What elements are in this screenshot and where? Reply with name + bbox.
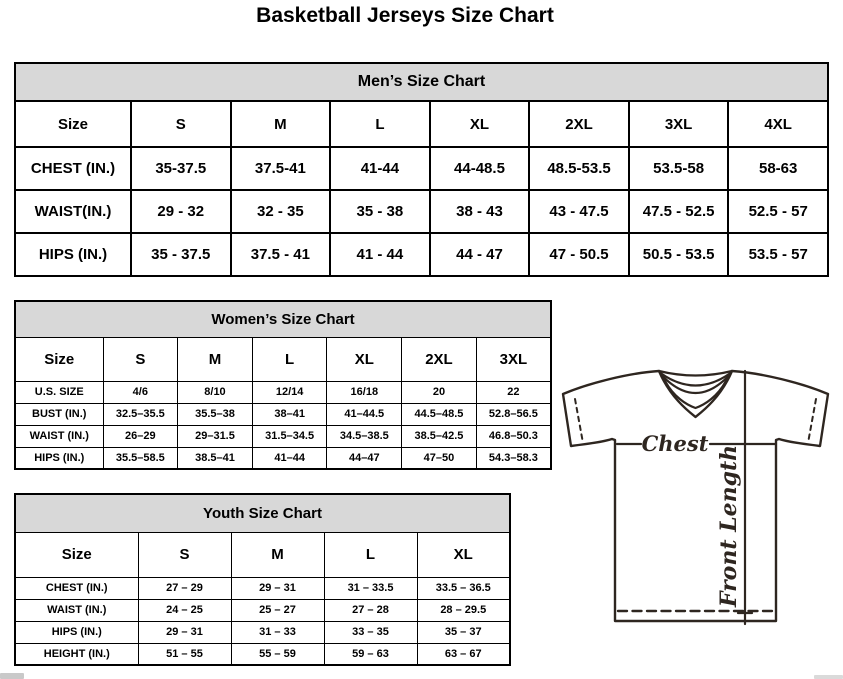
- size-value-cell: 8/10: [178, 381, 253, 403]
- size-value-cell: 4/6: [103, 381, 178, 403]
- size-value-cell: 47 - 50.5: [529, 233, 629, 276]
- size-value-cell: 58-63: [728, 147, 828, 190]
- size-value-cell: 35.5–58.5: [103, 447, 178, 469]
- size-value-cell: 51 – 55: [138, 643, 231, 665]
- size-value-cell: 38.5–41: [178, 447, 253, 469]
- chest-label: Chest: [641, 431, 709, 456]
- size-value-cell: 38–41: [252, 403, 327, 425]
- men-size-chart-table: [14, 62, 829, 277]
- size-value-cell: 55 – 59: [231, 643, 324, 665]
- size-value-cell: 34.5–38.5: [327, 425, 402, 447]
- size-value-cell: 38 - 43: [430, 190, 530, 233]
- size-value-cell: 29 – 31: [231, 577, 324, 599]
- row-label: BUST (IN.): [15, 403, 103, 425]
- table-row: [15, 447, 551, 469]
- table-row: [15, 190, 828, 233]
- front-length-label: Front Length: [716, 444, 742, 608]
- table-title: Women’s Size Chart: [15, 301, 551, 337]
- size-value-cell: 52.8–56.5: [476, 403, 551, 425]
- size-column-header: XL: [430, 101, 530, 147]
- scrollbar-fragment-left[interactable]: [0, 673, 24, 679]
- size-value-cell: 35 - 37.5: [131, 233, 231, 276]
- table-row: [15, 425, 551, 447]
- size-value-cell: 54.3–58.3: [476, 447, 551, 469]
- size-value-cell: 28 – 29.5: [417, 599, 510, 621]
- size-value-cell: 26–29: [103, 425, 178, 447]
- size-value-cell: 41-44: [330, 147, 430, 190]
- row-label: HEIGHT (IN.): [15, 643, 138, 665]
- size-value-cell: 33 – 35: [324, 621, 417, 643]
- table-title: Youth Size Chart: [15, 494, 510, 532]
- size-value-cell: 31 – 33: [231, 621, 324, 643]
- size-value-cell: 44.5–48.5: [402, 403, 477, 425]
- size-value-cell: 24 – 25: [138, 599, 231, 621]
- size-value-cell: 16/18: [327, 381, 402, 403]
- size-value-cell: 53.5 - 57: [728, 233, 828, 276]
- size-column-header: S: [138, 532, 231, 577]
- size-value-cell: 12/14: [252, 381, 327, 403]
- size-value-cell: 33.5 – 36.5: [417, 577, 510, 599]
- size-column-header: 2XL: [402, 337, 477, 381]
- table-row: [15, 233, 828, 276]
- table-row: [15, 381, 551, 403]
- size-value-cell: 35 – 37: [417, 621, 510, 643]
- size-label-header: Size: [15, 337, 103, 381]
- size-column-header: S: [131, 101, 231, 147]
- row-label: U.S. SIZE: [15, 381, 103, 403]
- size-value-cell: 27 – 29: [138, 577, 231, 599]
- table-row: [15, 403, 551, 425]
- size-value-cell: 53.5-58: [629, 147, 729, 190]
- row-label: HIPS (IN.): [15, 233, 131, 276]
- size-value-cell: 31.5–34.5: [252, 425, 327, 447]
- size-value-cell: 44–47: [327, 447, 402, 469]
- size-value-cell: 41–44: [252, 447, 327, 469]
- table-row: [15, 147, 828, 190]
- row-label: CHEST (IN.): [15, 577, 138, 599]
- size-column-header: 3XL: [476, 337, 551, 381]
- size-value-cell: 41–44.5: [327, 403, 402, 425]
- size-value-cell: 29–31.5: [178, 425, 253, 447]
- size-value-cell: 22: [476, 381, 551, 403]
- table-title: Men’s Size Chart: [15, 63, 828, 101]
- row-label: CHEST (IN.): [15, 147, 131, 190]
- size-value-cell: 35 - 38: [330, 190, 430, 233]
- size-value-cell: 35.5–38: [178, 403, 253, 425]
- women-size-chart-table: [14, 300, 552, 470]
- size-value-cell: 43 - 47.5: [529, 190, 629, 233]
- size-value-cell: 27 – 28: [324, 599, 417, 621]
- size-value-cell: 31 – 33.5: [324, 577, 417, 599]
- size-value-cell: 48.5-53.5: [529, 147, 629, 190]
- size-value-cell: 32.5–35.5: [103, 403, 178, 425]
- size-value-cell: 63 – 67: [417, 643, 510, 665]
- jersey-figure: [551, 358, 843, 630]
- size-column-header: 2XL: [529, 101, 629, 147]
- table-row: [15, 643, 510, 665]
- size-column-header: L: [324, 532, 417, 577]
- size-column-header: M: [178, 337, 253, 381]
- size-value-cell: 44 - 47: [430, 233, 530, 276]
- page-title: Basketball Jerseys Size Chart: [256, 4, 554, 27]
- row-label: HIPS (IN.): [15, 621, 138, 643]
- size-column-header: M: [231, 532, 324, 577]
- jersey-diagram: [551, 358, 843, 630]
- row-label: HIPS (IN.): [15, 447, 103, 469]
- youth-size-chart-table: [14, 493, 511, 666]
- size-value-cell: 20: [402, 381, 477, 403]
- size-value-cell: 52.5 - 57: [728, 190, 828, 233]
- size-column-header: 3XL: [629, 101, 729, 147]
- size-column-header: L: [330, 101, 430, 147]
- table-row: [15, 577, 510, 599]
- size-value-cell: 47.5 - 52.5: [629, 190, 729, 233]
- table-row: [15, 621, 510, 643]
- size-value-cell: 50.5 - 53.5: [629, 233, 729, 276]
- size-column-header: XL: [327, 337, 402, 381]
- size-column-header: L: [252, 337, 327, 381]
- size-column-header: S: [103, 337, 178, 381]
- size-column-header: XL: [417, 532, 510, 577]
- scrollbar-fragment-right[interactable]: [814, 675, 843, 679]
- size-value-cell: 46.8–50.3: [476, 425, 551, 447]
- size-value-cell: 29 - 32: [131, 190, 231, 233]
- size-value-cell: 35-37.5: [131, 147, 231, 190]
- size-label-header: Size: [15, 532, 138, 577]
- collar-top-arc: [659, 371, 732, 376]
- size-value-cell: 29 – 31: [138, 621, 231, 643]
- size-column-header: 4XL: [728, 101, 828, 147]
- size-value-cell: 37.5-41: [231, 147, 331, 190]
- size-value-cell: 47–50: [402, 447, 477, 469]
- size-value-cell: 59 – 63: [324, 643, 417, 665]
- size-column-header: M: [231, 101, 331, 147]
- size-value-cell: 32 - 35: [231, 190, 331, 233]
- size-value-cell: 44-48.5: [430, 147, 530, 190]
- size-value-cell: 37.5 - 41: [231, 233, 331, 276]
- size-label-header: Size: [15, 101, 131, 147]
- row-label: WAIST(IN.): [15, 190, 131, 233]
- size-value-cell: 25 – 27: [231, 599, 324, 621]
- row-label: WAIST (IN.): [15, 425, 103, 447]
- row-label: WAIST (IN.): [15, 599, 138, 621]
- table-row: [15, 599, 510, 621]
- size-value-cell: 38.5–42.5: [402, 425, 477, 447]
- size-value-cell: 41 - 44: [330, 233, 430, 276]
